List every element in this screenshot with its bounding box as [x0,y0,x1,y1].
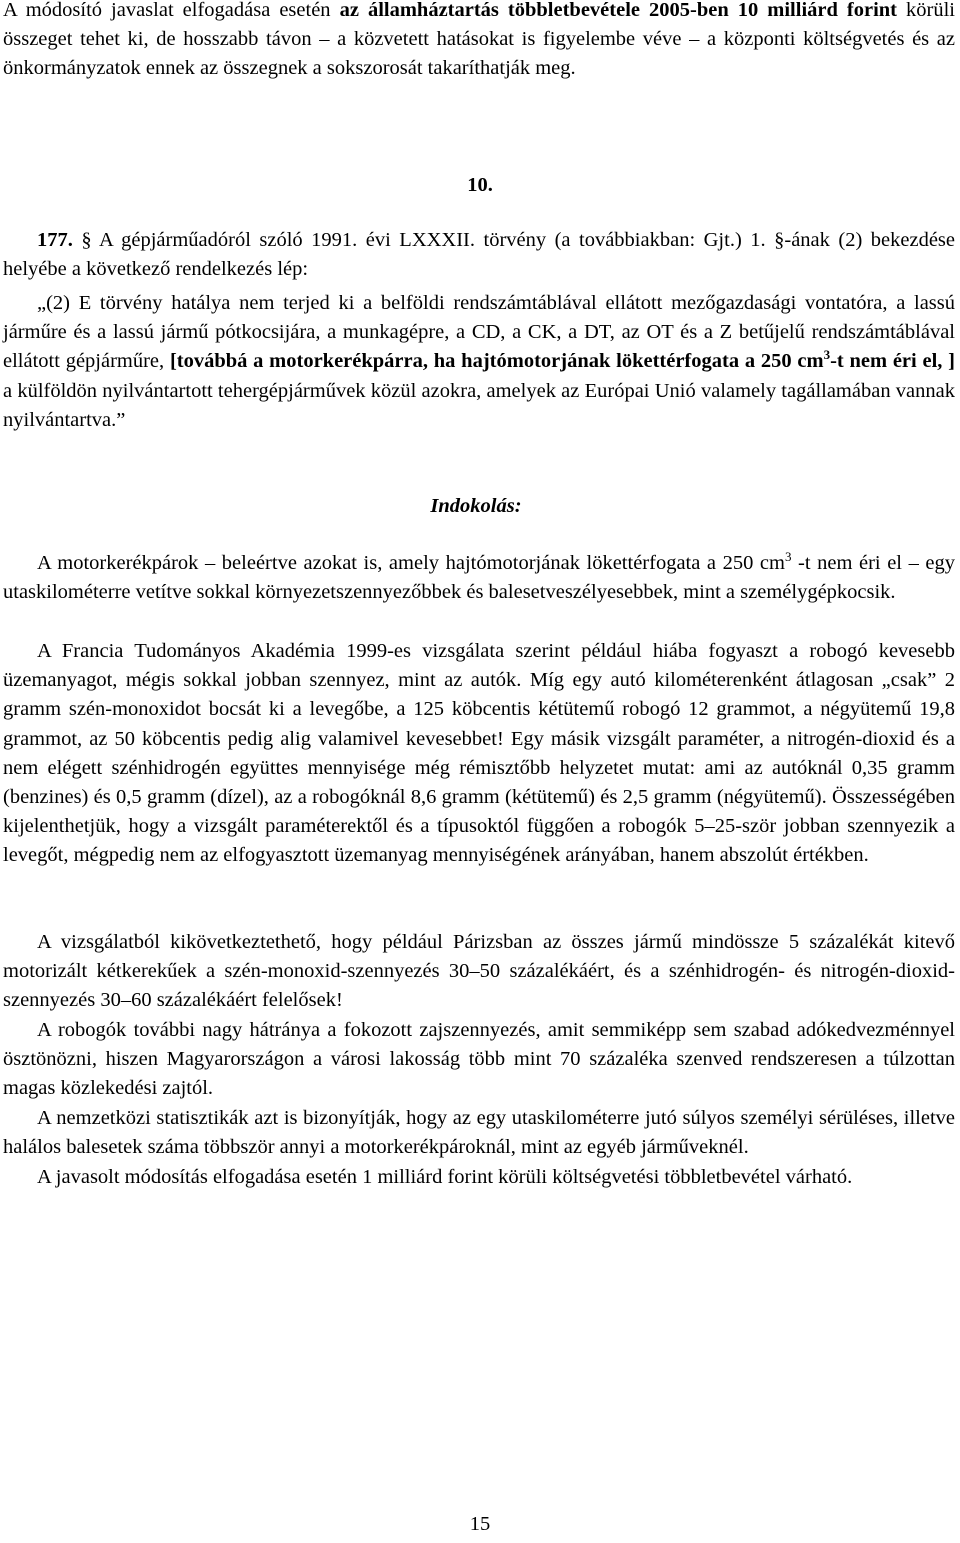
provision-text-2: a külföldön nyilvántartott tehergépjárművek közül azokra, amelyek az Európai Unió valamely tagállamában vannak nyilvántartva.” [3,379,955,431]
provision-superscript: 3 [823,347,831,363]
justification-superscript: 3 [784,549,792,565]
amendment-paragraph [3,226,955,284]
quoted-provision [3,289,955,435]
justification-paragraph-6: A javasolt módosítás elfogadása esetén 1 milliárd forint körüli költségvetési többletbevétel várható. [37,1166,853,1188]
provision-text-1: „(2) E törvény hatálya nem terjed ki a belföldi rendszámtáblával ellátott mezőgazdasági vontatóra, a lassú járműre és a lassú jármű pótkocsijára, a munkagépre, a CD, a CK, a DT, az OT és a Z betűjelű rendszámtáblával ellátott gépjárműre, [3,292,955,373]
provision-bold-text-2: -t nem éri el, ] [830,350,955,373]
provision-bold-text-1: [továbbá a motorkerékpárra, ha hajtómotorjának lökettérfogata a 250 cm [169,350,824,373]
justification-text-2: -t nem éri el – egy utaskilométerre vetítve sokkal környezetszennyezőbbek és balesetveszélyesebbek, mint a személygépkocsik. [3,552,955,604]
amendment-text: § A gépjárműadóról szóló 1991. évi LXXXII. törvény (a továbbiakban: Gjt.) 1. §-ának (2) bekezdése helyébe a következő rendelkezés lép: [3,229,955,281]
justification-paragraph-4: A robogók további nagy hátránya a fokozott zajszennyezés, amit semmiképp sem szabad adókedvezménnyel ösztönözni, hiszen Magyarországon a városi lakosság több mint 70 százaléka szenved rendszeresen a túlzottan magas közlekedési zajtól. [3,1019,955,1100]
justification-text-1: A motorkerékpárok – beleértve azokat is, amely hajtómotorjának lökettérfogata a 250 cm [37,552,785,574]
justification-heading: Indokolás: [430,495,522,517]
intro-paragraph [3,0,955,84]
amendment-number: 177. [37,229,73,251]
justification-paragraph-3: A vizsgálatból kikövetkeztethető, hogy például Párizsban az összes jármű mindössze 5 százalékát kitevő motorizált kétkerekűek a szén-monoxid-szennyezés 30–50 százalékáért, és a szénhidrogén- és nitrogén-dioxid-szennyezés 30–60 százalékáért felelősek! [3,931,955,1012]
intro-bold-text: az államháztartás többletbevétele 2005-ben 10 milliárd forint [339,0,898,21]
intro-text-1: A módosító javaslat elfogadása esetén [3,0,340,21]
page-number: 15 [469,1513,491,1535]
intro-text-2: körüli összeget tehet ki, de hosszabb távon – a közvetett hatásokat is figyelembe véve – a központi költségvetés és az önkormányzatok ennek az összegnek a sokszorosát takaríthatják meg. [3,0,956,80]
justification-paragraph-2: A Francia Tudományos Akadémia 1999-es vizsgálata szerint például hiába fogyaszt a robogó kevesebb üzemanyagot, mégis sokkal jobban szennyez, mint az autók. Míg egy autó kilométerenként átlagosan „csak” 2 gramm szén-monoxidot bocsát ki a levegőbe, a 125 köbcentis kétütemű robogó 12 grammot, a négyütemű 19,8 grammot, az 50 köbcentis pedig alig valamivel kevesebbet! Egy másik vizsgált paraméter, a nitrogén-dioxid és a nem elégett szénhidrogén együttes mennyisége még rémisztőbb helyzetet mutat: ami az autóknál 0,35 gramm (benzines) és 0,5 gramm (dízel), az a robogóknál 8,6 gramm (kétütemű) és 2,5 gramm (négyütemű). Összességében kijelenthetjük, hogy a vizsgált paraméterektől és a típusoktól függően a robogók 5–25-ször jobban szennyezik a levegőt, mégpedig nem az elfogyasztott üzemanyag mennyiségének arányában, hanem abszolút értékben. [3,640,955,867]
justification-paragraph-5: A nemzetközi statisztikák azt is bizonyítják, hogy az egy utaskilométerre jutó súlyos személyi sérüléses, illetve halálos balesetek száma többször annyi a motorkerékpároknál, mint az egyéb járműveknél. [3,1107,955,1159]
justification-paragraph-1 [3,549,955,607]
section-number: 10. [467,174,493,196]
